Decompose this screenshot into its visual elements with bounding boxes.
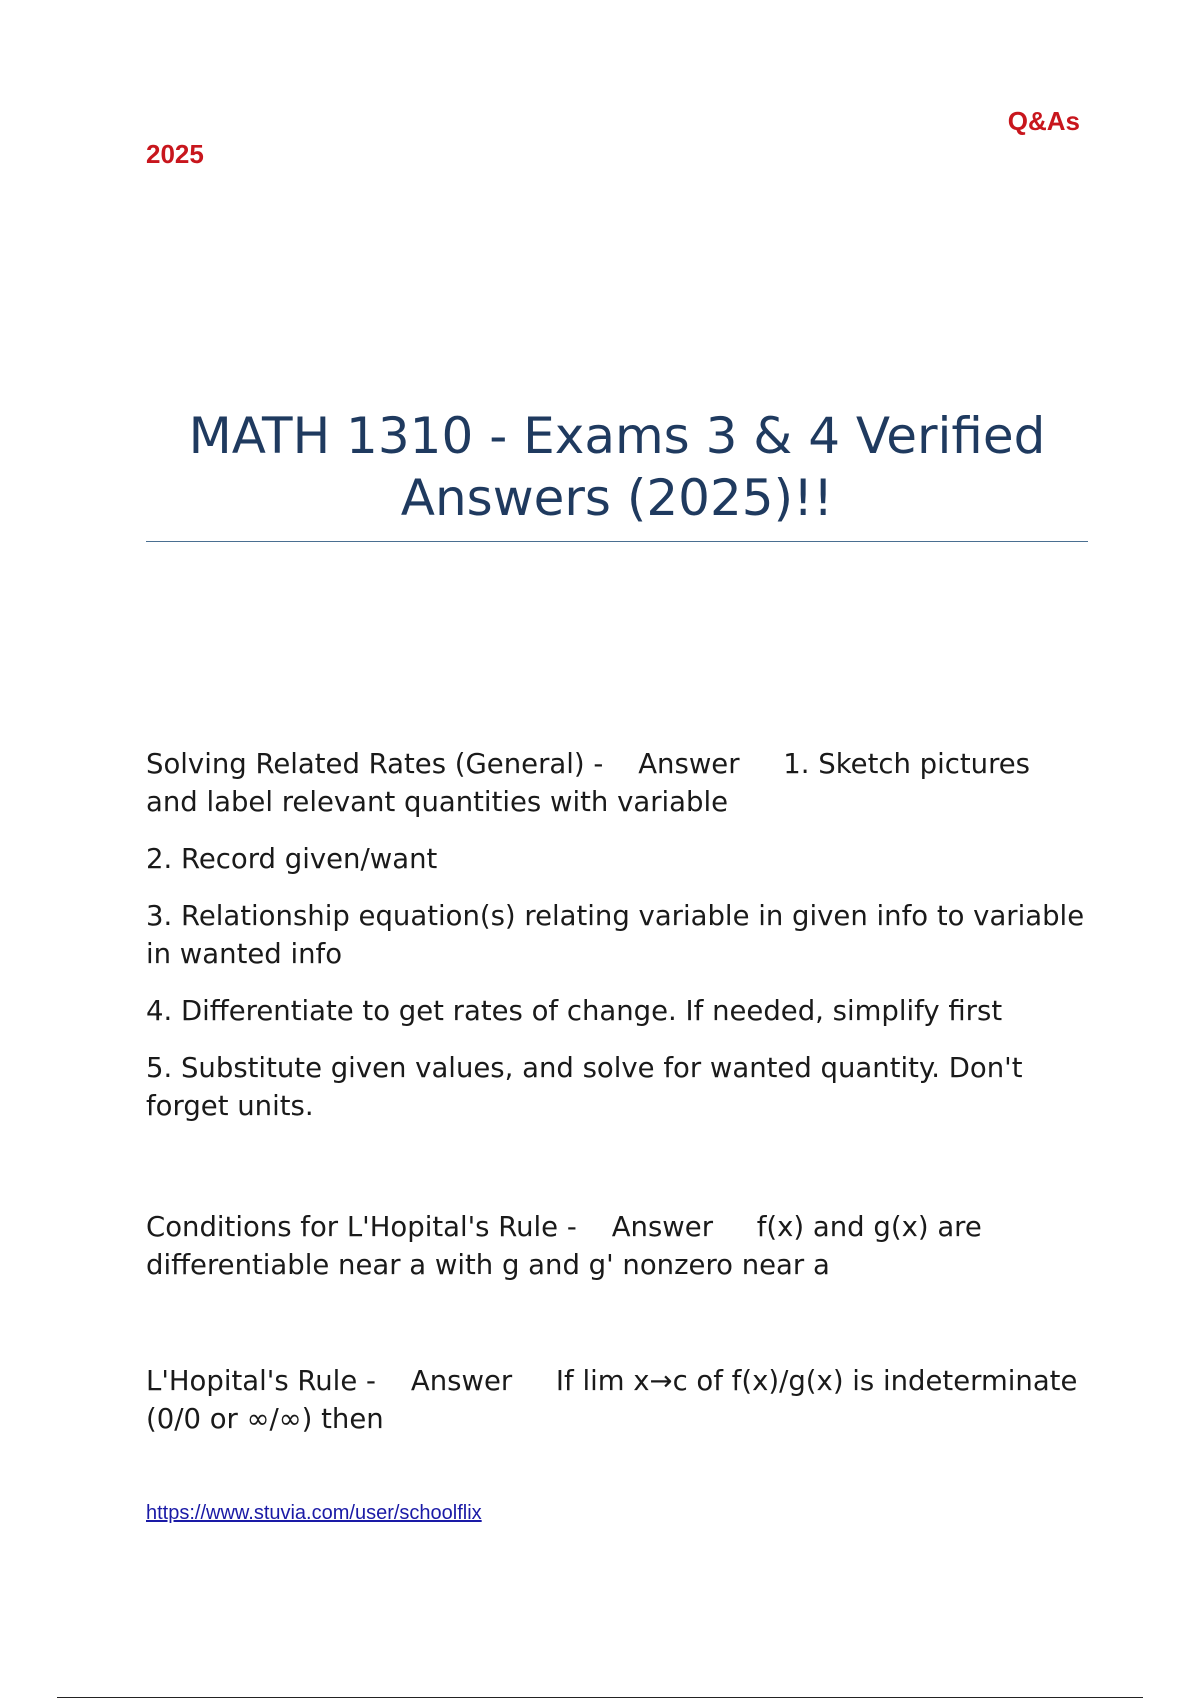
qa-item [146,1362,1088,1457]
qa-first-line [146,1208,1088,1284]
question-text: Conditions for L'Hopital's Rule - [146,1211,577,1243]
document-title [146,405,1088,529]
answer-step: 3. Relationship equation(s) relating variable in given info to variable in wanted info [146,900,1085,970]
answer-label: Answer [410,1365,513,1397]
answer-step: 4. Differentiate to get rates of change. If needed, simplify first [146,995,1003,1027]
answer-label: Answer [638,748,740,780]
answer-text: If lim x→c of f(x)/g(x) is indeterminate (0/0 or ∞/∞) then [146,1365,1078,1435]
qa-item [146,745,1088,1144]
qa-first-line [146,745,1088,821]
year-label: 2025 [146,139,204,169]
question-text: Solving Related Rates (General) - [146,748,604,780]
question-text: L'Hopital's Rule - [146,1365,376,1397]
source-link[interactable]: https://www.stuvia.com/user/schoolflix [146,1502,482,1524]
title-line-1: MATH 1310 - Exams 3 & 4 Verified [188,407,1046,465]
qas-label: Q&As [1007,106,1080,136]
answer-text: f(x) and g(x) are differentiable near a with g and g' nonzero near a [146,1211,982,1281]
title-line-2: Answers (2025)!! [400,469,834,527]
qa-first-line [146,1362,1088,1438]
answer-step: 5. Substitute given values, and solve for wanted quantity. Don't forget units. [146,1052,1023,1122]
answer-step: 2. Record given/want [146,843,438,875]
answer-text: 1. Sketch pictures and label relevant quantities with variable [146,748,1031,818]
footer-divider [57,1697,1143,1698]
title-divider [146,541,1088,542]
qa-item [146,1208,1088,1303]
answer-label: Answer [611,1211,714,1243]
